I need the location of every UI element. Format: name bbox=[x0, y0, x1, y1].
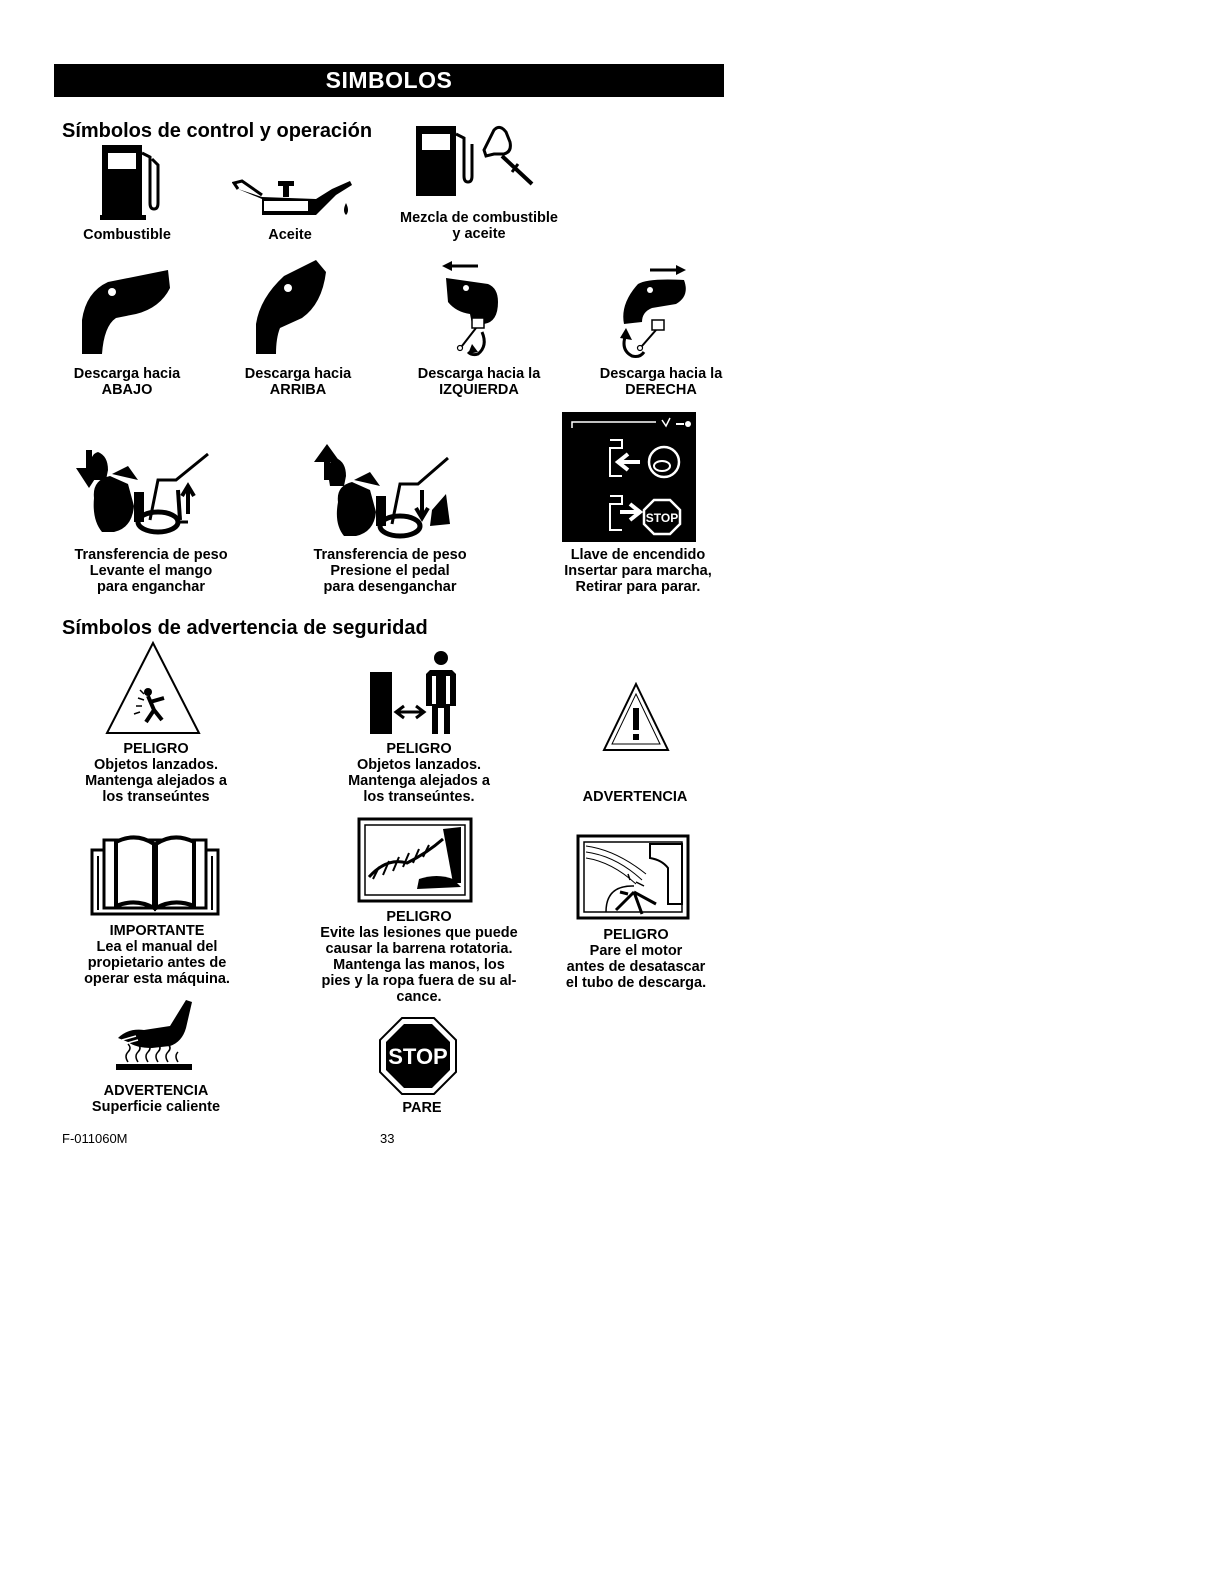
caption-fuel bbox=[62, 227, 192, 243]
caption-line: Presione el pedal bbox=[330, 563, 450, 579]
ignition-stop-text: STOP bbox=[645, 511, 679, 525]
stop-sign-icon bbox=[378, 1016, 458, 1096]
chute-down-icon bbox=[80, 268, 172, 356]
caption-line: causar la barrena rotatoria. bbox=[325, 941, 513, 957]
caption-line: Evite las lesiones que puede bbox=[320, 925, 518, 941]
caption-line: Transferencia de peso bbox=[74, 547, 228, 563]
operator-manual-icon bbox=[90, 830, 220, 916]
caption-line: ARRIBA bbox=[269, 382, 327, 398]
caption-line: Pare el motor bbox=[589, 943, 683, 959]
caption-line: Retirar para parar. bbox=[575, 579, 701, 595]
chute-right-icon bbox=[612, 262, 692, 362]
caption-line: los transeúntes bbox=[102, 789, 210, 805]
caption-clear-chute bbox=[550, 927, 722, 991]
document-code: F-011060M bbox=[62, 1131, 128, 1146]
caption-line: Descarga hacia la bbox=[417, 366, 541, 382]
caption-line: Descarga hacia bbox=[244, 366, 352, 382]
caption-line: propietario antes de bbox=[87, 955, 227, 971]
caption-line: Descarga hacia bbox=[73, 366, 181, 382]
caption-line: PARE bbox=[402, 1100, 442, 1116]
caption-line: PELIGRO bbox=[386, 741, 452, 757]
caption-line: IZQUIERDA bbox=[439, 382, 519, 398]
caption-line: para desenganchar bbox=[323, 579, 457, 595]
caption-line: Mantenga alejados a bbox=[348, 773, 490, 789]
section-title-safety: Símbolos de advertencia de seguridad bbox=[62, 617, 428, 639]
warning-triangle-icon bbox=[602, 682, 670, 752]
caption-line: Llave de encendido bbox=[570, 547, 706, 563]
caption-line: Lea el manual del bbox=[96, 939, 218, 955]
caption-line: IMPORTANTE bbox=[109, 923, 205, 939]
clear-chute-icon bbox=[576, 834, 690, 920]
caption-line: Mantenga alejados a bbox=[85, 773, 227, 789]
weight-transfer-lift-icon bbox=[72, 440, 220, 540]
section-title-control: Símbolos de control y operación bbox=[62, 120, 373, 142]
caption-auger bbox=[300, 909, 538, 1005]
caption-thrown-objects bbox=[66, 741, 246, 805]
page-title-banner: SIMBOLOS bbox=[54, 64, 724, 97]
caption-line: Levante el mango bbox=[89, 563, 213, 579]
caption-line: los transeúntes. bbox=[363, 789, 475, 805]
caption-line: ABAJO bbox=[101, 382, 153, 398]
caption-weight-disengage bbox=[300, 547, 480, 595]
thrown-objects-icon bbox=[104, 640, 202, 736]
weight-transfer-pedal-icon bbox=[310, 440, 458, 540]
caption-line: operar esta máquina. bbox=[84, 971, 230, 987]
caption-line: Insertar para marcha, bbox=[564, 563, 712, 579]
caption-line: cance. bbox=[396, 989, 442, 1005]
stop-sign-text: STOP bbox=[388, 1044, 448, 1069]
rotating-auger-icon bbox=[357, 817, 473, 903]
caption-line: Superficie caliente bbox=[91, 1099, 221, 1115]
ignition-key-icon bbox=[562, 412, 696, 542]
caption-line: Transferencia de peso bbox=[313, 547, 467, 563]
keep-bystanders-away-icon bbox=[368, 650, 464, 736]
hot-surface-icon bbox=[114, 998, 194, 1074]
caption-line: y aceite bbox=[452, 226, 506, 242]
caption-line: PELIGRO bbox=[603, 927, 669, 943]
caption-line: ADVERTENCIA bbox=[103, 1083, 209, 1099]
caption-hot-surface bbox=[70, 1083, 242, 1115]
caption-line: para enganchar bbox=[97, 579, 205, 595]
caption-line: pies y la ropa fuera de su al- bbox=[321, 973, 517, 989]
caption-chute-right bbox=[586, 366, 736, 398]
caption-line: Mezcla de combustible bbox=[400, 210, 558, 226]
caption-line: Combustible bbox=[83, 227, 171, 243]
caption-line: el tubo de descarga. bbox=[565, 975, 707, 991]
caption-weight-engage bbox=[60, 547, 242, 595]
caption-bystanders bbox=[330, 741, 508, 805]
chute-up-icon bbox=[254, 258, 330, 356]
caption-line: Objetos lanzados. bbox=[93, 757, 219, 773]
caption-chute-left bbox=[402, 366, 556, 398]
caption-line: Mantenga las manos, los bbox=[333, 957, 505, 973]
caption-oil bbox=[220, 227, 360, 243]
caption-stop bbox=[370, 1100, 474, 1116]
caption-line: Descarga hacia la bbox=[599, 366, 723, 382]
caption-manual bbox=[62, 923, 252, 987]
fuel-pump-icon bbox=[100, 143, 160, 221]
caption-line: DERECHA bbox=[625, 382, 697, 398]
caption-line: PELIGRO bbox=[123, 741, 189, 757]
caption-line: PELIGRO bbox=[386, 909, 452, 925]
page-number: 33 bbox=[380, 1131, 395, 1146]
caption-chute-down bbox=[58, 366, 196, 398]
caption-line: ADVERTENCIA bbox=[582, 789, 688, 805]
caption-ignition bbox=[548, 547, 728, 595]
fuel-oil-mix-icon bbox=[414, 120, 544, 200]
chute-left-icon bbox=[436, 258, 516, 358]
caption-line: Objetos lanzados. bbox=[356, 757, 482, 773]
caption-warning bbox=[560, 789, 710, 805]
caption-chute-up bbox=[228, 366, 368, 398]
caption-line: Aceite bbox=[268, 227, 312, 243]
caption-mix bbox=[388, 210, 570, 242]
caption-line: antes de desatascar bbox=[566, 959, 706, 975]
oil-can-icon bbox=[232, 175, 354, 220]
